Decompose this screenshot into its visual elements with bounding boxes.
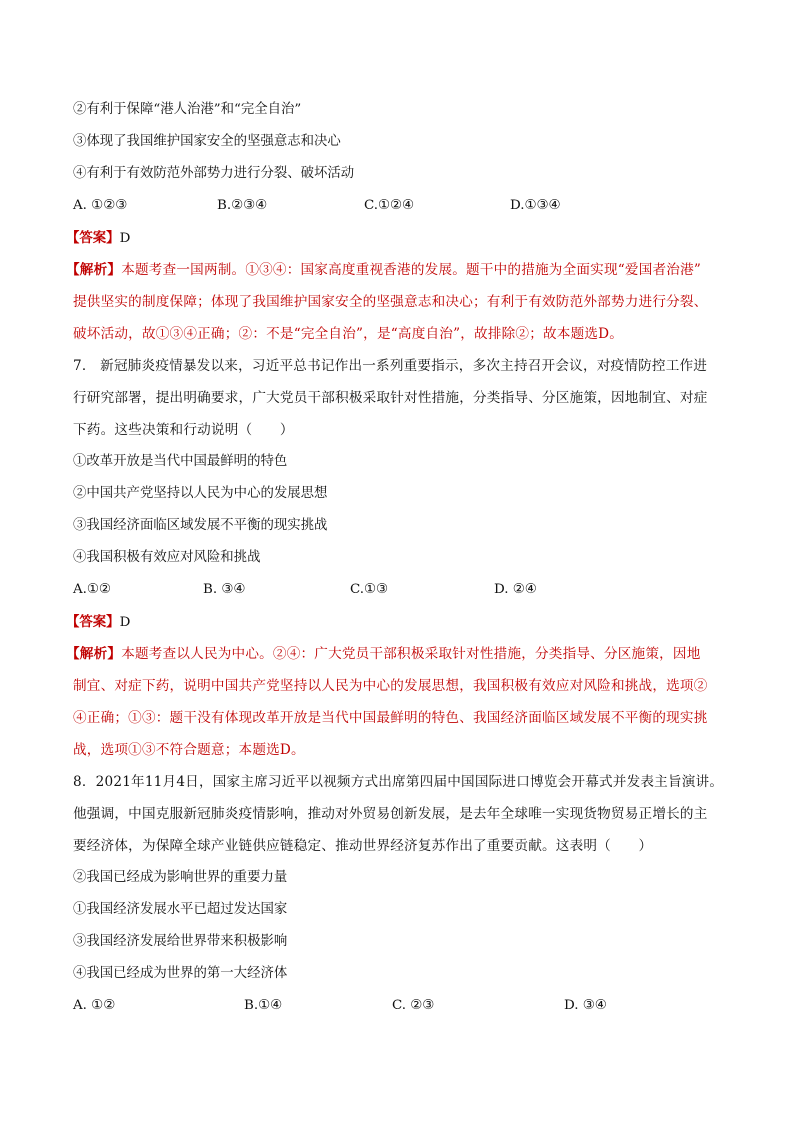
analysis-text: 本题考查以人民为中心。②④：广大党员干部积极采取针对性措施，分类指导、分区施策，因地 <box>121 646 701 662</box>
q7-option-c: C.①③ <box>350 582 389 597</box>
q7-item-1: ①改革开放是当代中国最鲜明的特色 <box>73 454 288 469</box>
q6-option-b: B.②③④ <box>217 198 268 213</box>
q8-stem-line-1: 8．2021年11月4日，国家主席习近平以视频方式出席第四届中国国际进口博览会开幕式并发表主旨演讲。 <box>73 774 724 790</box>
answer-tag: 【答案】 <box>66 614 120 630</box>
answer-value: D <box>119 231 131 246</box>
q8-item-3: ③我国经济发展给世界带来积极影响 <box>73 934 288 949</box>
q7-analysis-line-1 <box>66 644 701 664</box>
q7-stem-line-3: 下药。这些决策和行动说明（ ） <box>73 422 294 438</box>
q8-item-1: ②我国已经成为影响世界的重要力量 <box>73 870 288 885</box>
q6-item-3: ③体现了我国维护国家安全的坚强意志和决心 <box>73 134 341 149</box>
q7-item-3: ③我国经济面临区域发展不平衡的现实挑战 <box>73 518 328 533</box>
q8-option-a: A. ①② <box>73 998 116 1013</box>
q6-item-4: ④有利于有效防范外部势力进行分裂、破坏活动 <box>73 166 355 181</box>
analysis-tag: 【解析】 <box>66 646 122 662</box>
analysis-tag: 【解析】 <box>66 262 122 278</box>
q7-analysis-line-2: 制宜、对症下药，说明中国共产党坚持以人民为中心的发展思想，我国积极有效应对风险和挑战，选项② <box>73 678 708 694</box>
analysis-text: 本题考查一国两制。①③④：国家高度重视香港的发展。题干中的措施为全面实现“爱国者治港” <box>121 262 702 278</box>
q8-option-b: B.①④ <box>244 998 283 1013</box>
q6-analysis-line-2: 提供坚实的制度保障；体现了我国维护国家安全的坚强意志和决心；有利于有效防范外部势力进行分裂、 <box>73 294 708 310</box>
q6-option-c: C.①②④ <box>364 198 415 213</box>
q6-answer <box>66 228 130 249</box>
q7-analysis-line-4: 战，选项①③不符合题意；本题选D。 <box>73 742 305 758</box>
q7-analysis-line-3: ④正确；①③：题干没有体现改革开放是当代中国最鲜明的特色、我国经济面临区域发展不平衡的现实挑 <box>73 710 708 726</box>
q8-stem-line-3: 要经济体，为保障全球产业链供应链稳定、推动世界经济复苏作出了重要贡献。这表明（ ） <box>73 838 653 854</box>
q6-item-2: ②有利于保障“港人治港”和“完全自治” <box>73 102 302 117</box>
q8-item-2: ①我国经济发展水平已超过发达国家 <box>73 902 288 917</box>
q8-option-c: C. ②③ <box>392 998 435 1013</box>
answer-tag: 【答案】 <box>66 230 120 246</box>
q7-stem-line-1: 7． 新冠肺炎疫情暴发以来，习近平总书记作出一系列重要指示，多次主持召开会议，对疫情防控工作进 <box>73 358 708 374</box>
q8-stem-line-2: 他强调，中国克服新冠肺炎疫情影响，推动对外贸易创新发展，是去年全球唯一实现货物贸易正增长的主 <box>73 806 708 822</box>
answer-value: D <box>119 615 131 630</box>
q8-item-4: ④我国已经成为世界的第一大经济体 <box>73 966 288 981</box>
q7-answer <box>66 612 130 633</box>
q8-option-d: D. ③④ <box>564 998 607 1013</box>
q6-option-d: D.①③④ <box>510 198 561 213</box>
q7-stem-line-2: 行研究部署，提出明确要求，广大党员干部积极采取针对性措施，分类指导、分区施策，因地制宜、对症 <box>73 390 708 406</box>
q6-option-a: A. ①②③ <box>73 198 128 213</box>
q7-option-b: B. ③④ <box>203 582 246 597</box>
q6-analysis-line-3: 破坏活动，故①③④正确；②：不是“完全自治”，是“高度自治”，故排除②；故本题选D。 <box>73 326 624 342</box>
q6-analysis-line-1 <box>66 260 701 280</box>
q7-item-2: ②中国共产党坚持以人民为中心的发展思想 <box>73 486 328 501</box>
q7-option-d: D. ②④ <box>494 582 537 597</box>
q7-item-4: ④我国积极有效应对风险和挑战 <box>73 550 261 565</box>
q7-option-a: A.①② <box>73 582 111 597</box>
